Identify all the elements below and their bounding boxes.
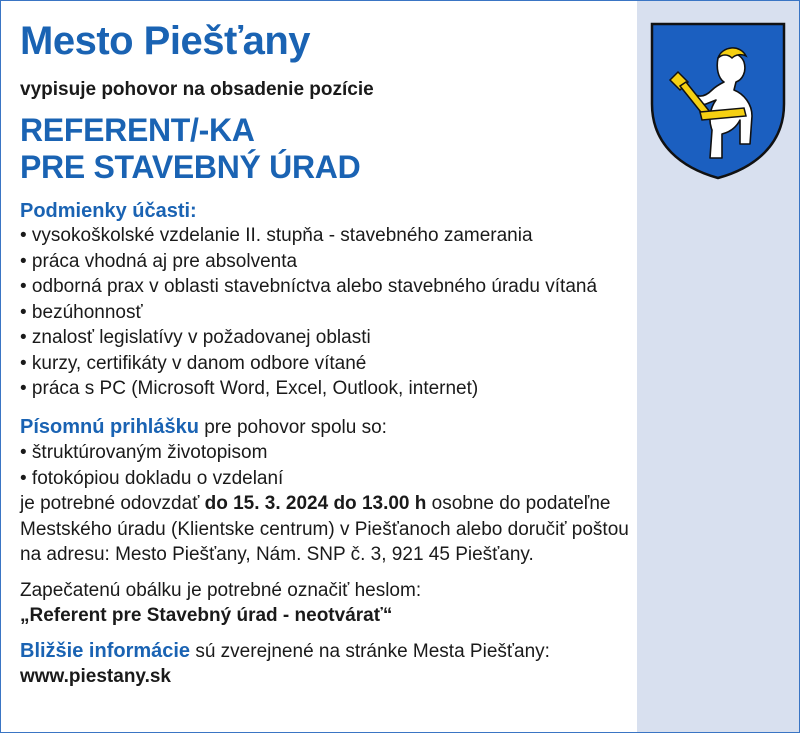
- list-item: • vysokoškolské vzdelanie II. stupňa - stavebného zamerania: [20, 225, 533, 246]
- list-item: • fotokópiou dokladu o vzdelaní: [20, 467, 284, 489]
- seal-section: [20, 578, 770, 629]
- announcement-subtitle: vypisuje pohovor na obsadenie pozície: [20, 79, 374, 100]
- seal-password: „Referent pre Stavebný úrad - neotvárať“: [20, 605, 393, 626]
- deadline-prefix: je potrebné odovzdať: [20, 493, 205, 514]
- application-list: [20, 440, 770, 491]
- content-area: [20, 18, 770, 690]
- list-item: • bezúhonnosť: [20, 301, 143, 323]
- conditions-section: [20, 200, 770, 402]
- more-info-line: [20, 639, 770, 665]
- address-line: na adresu: Mesto Piešťany, Nám. SNP č. 3, 921 45 Piešťany.: [20, 544, 534, 565]
- list-item: • práca vhodná aj pre absolventa: [20, 250, 298, 272]
- delivery-line: Mestského úradu (Klientske centrum) v Piešťanoch alebo doručiť poštou: [20, 518, 629, 540]
- more-info-rest: sú zverejnené na stránke Mesta Piešťany:: [190, 640, 550, 662]
- deadline-date: do 15. 3. 2024 do 13.00 h: [204, 493, 427, 514]
- conditions-heading: Podmienky účasti:: [20, 200, 197, 222]
- list-item: • štruktúrovaným životopisom: [20, 442, 268, 463]
- conditions-list: [20, 223, 770, 402]
- more-info-heading: Bližšie informácie: [20, 639, 191, 662]
- deadline-line: [20, 491, 770, 517]
- list-item: • odborná prax v oblasti stavebníctva alebo stavebného úradu vítaná: [20, 276, 598, 297]
- position-line-1: REFERENT/-KA: [20, 112, 255, 148]
- city-title: Mesto Piešťany: [20, 19, 311, 63]
- application-section: [20, 415, 770, 568]
- position-title: [20, 112, 770, 186]
- seal-instruction: Zapečatenú obálku je potrebné označiť heslom:: [20, 579, 422, 601]
- application-heading-line: [20, 415, 770, 441]
- website-link[interactable]: www.piestany.sk: [20, 666, 171, 687]
- list-item: • kurzy, certifikáty v danom odbore vítané: [20, 352, 367, 374]
- application-heading-rest: pre pohovor spolu so:: [198, 416, 387, 438]
- list-item: • znalosť legislatívy v požadovanej oblasti: [20, 327, 371, 348]
- position-line-2: PRE STAVEBNÝ ÚRAD: [20, 149, 361, 185]
- application-heading: Písomnú prihlášku: [20, 415, 199, 438]
- list-item: • práca s PC (Microsoft Word, Excel, Outlook, internet): [20, 378, 479, 399]
- deadline-suffix: osobne do podateľne: [426, 493, 611, 514]
- more-info-section: [20, 639, 770, 690]
